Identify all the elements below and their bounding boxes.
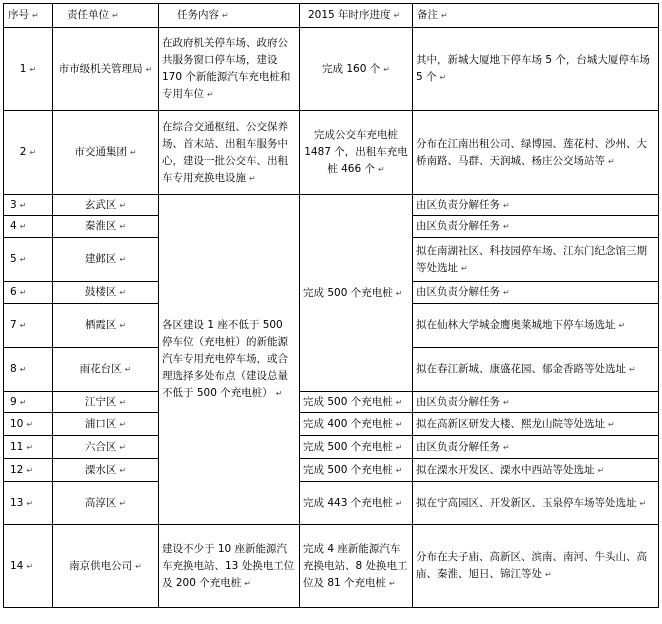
row-progress-merged: 完成 500 个充电桩 ↵ <box>300 195 413 392</box>
row-seq: 14 ↵ <box>4 525 53 608</box>
header-note: 备注 ↵ <box>413 4 659 28</box>
row-seq: 9 ↵ <box>4 392 53 413</box>
row-seq: 1 ↵ <box>4 28 53 111</box>
row-progress: 完成 160 个 ↵ <box>300 28 413 111</box>
row-seq: 5 ↵ <box>4 238 53 282</box>
row-seq: 12 ↵ <box>4 459 53 482</box>
header-progress: 2015 年时序进度 ↵ <box>300 4 413 28</box>
row-progress: 完成公交车充电桩 1487 个，出租车充电桩 466 个 ↵ <box>300 111 413 195</box>
table-row <box>4 436 659 459</box>
header-seq: 序号 ↵ <box>4 4 53 28</box>
row-unit: 玄武区 ↵ <box>53 195 159 216</box>
row-unit: 南京供电公司 ↵ <box>53 525 159 608</box>
row-seq: 8 ↵ <box>4 348 53 392</box>
row-task: 在综合交通枢纽、公交保养场、首末站、出租车服务中心，建设一批公交车、出租车专用充换电设施 ↵ <box>159 111 300 195</box>
table-row <box>4 195 659 216</box>
row-task: 在政府机关停车场、政府公共服务窗口停车场，建设 170 个新能源汽车充电桩和专用车位 ↵ <box>159 28 300 111</box>
table-row <box>4 392 659 413</box>
row-unit: 浦口区 ↵ <box>53 413 159 436</box>
row-note: 由区负责分解任务 ↵ <box>413 282 659 304</box>
row-seq: 4 ↵ <box>4 216 53 238</box>
row-unit: 高淳区 ↵ <box>53 482 159 525</box>
table-row <box>4 28 659 111</box>
row-note: 其中，新城大厦地下停车场 5 个，台城大厦停车场 5 个 ↵ <box>413 28 659 111</box>
row-unit: 六合区 ↵ <box>53 436 159 459</box>
row-note: 拟在南湖社区、科技园停车场、江东门纪念馆三期等处选址 ↵ <box>413 238 659 282</box>
row-progress: 完成 500 个充电桩 ↵ <box>300 459 413 482</box>
table-row <box>4 111 659 195</box>
table-row <box>4 459 659 482</box>
row-unit: 鼓楼区 ↵ <box>53 282 159 304</box>
row-seq: 7 ↵ <box>4 304 53 348</box>
row-task-merged: 各区建设 1 座不低于 500 停车位（充电桩）的新能源汽车专用充电停车场，或合理选择多处布点（建设总量不低于 500 个充电桩） ↵ <box>159 195 300 525</box>
row-note: 分布在江南出租公司、绿博园、莲花村、沙州、大桥南路、马群、天润城、杨庄公交场站等 ↵ <box>413 111 659 195</box>
header-task: 任务内容 ↵ <box>159 4 300 28</box>
row-note: 拟在春江新城、康盛花园、郁金香路等处选址 ↵ <box>413 348 659 392</box>
row-unit: 栖霞区 ↵ <box>53 304 159 348</box>
row-note: 拟在宁高园区、开发新区、玉泉停车场等处选址 ↵ <box>413 482 659 525</box>
row-note: 由区负责分解任务 ↵ <box>413 392 659 413</box>
row-unit: 市交通集团 ↵ <box>53 111 159 195</box>
row-seq: 13 ↵ <box>4 482 53 525</box>
row-task: 建设不少于 10 座新能源汽车充换电站、13 处换电工位及 200 个充电桩 ↵ <box>159 525 300 608</box>
row-note: 由区负责分解任务 ↵ <box>413 195 659 216</box>
row-unit: 江宁区 ↵ <box>53 392 159 413</box>
row-note: 由区负责分解任务 ↵ <box>413 216 659 238</box>
row-progress: 完成 500 个充电桩 ↵ <box>300 436 413 459</box>
row-note: 拟在溧水开发区、溧水中西站等处选址 ↵ <box>413 459 659 482</box>
row-note: 拟在仙林大学城金鹰奥莱城地下停车场选址 ↵ <box>413 304 659 348</box>
table-row <box>4 525 659 608</box>
row-seq: 10 ↵ <box>4 413 53 436</box>
header-unit: 责任单位 ↵ <box>53 4 159 28</box>
table-row <box>4 482 659 525</box>
task-table <box>3 3 659 608</box>
row-unit: 秦淮区 ↵ <box>53 216 159 238</box>
row-note: 分布在夫子庙、高新区、滨南、南河、牛头山、高庙、秦淮、旭日、锦江等处 ↵ <box>413 525 659 608</box>
row-seq: 3 ↵ <box>4 195 53 216</box>
row-progress: 完成 4 座新能源汽车充换电站、8 处换电工位及 81 个充电桩 ↵ <box>300 525 413 608</box>
row-seq: 2 ↵ <box>4 111 53 195</box>
row-unit: 建邺区 ↵ <box>53 238 159 282</box>
row-seq: 11 ↵ <box>4 436 53 459</box>
row-note: 由区负责分解任务 ↵ <box>413 436 659 459</box>
row-unit: 雨花台区 ↵ <box>53 348 159 392</box>
row-progress: 完成 500 个充电桩 ↵ <box>300 392 413 413</box>
table-row <box>4 413 659 436</box>
row-unit: 市市级机关管理局 ↵ <box>53 28 159 111</box>
header-row <box>4 4 659 28</box>
row-progress: 完成 400 个充电桩 ↵ <box>300 413 413 436</box>
row-seq: 6 ↵ <box>4 282 53 304</box>
row-note: 拟在高新区研发大楼、熙龙山院等处选址 ↵ <box>413 413 659 436</box>
row-unit: 溧水区 ↵ <box>53 459 159 482</box>
row-progress: 完成 443 个充电桩 ↵ <box>300 482 413 525</box>
